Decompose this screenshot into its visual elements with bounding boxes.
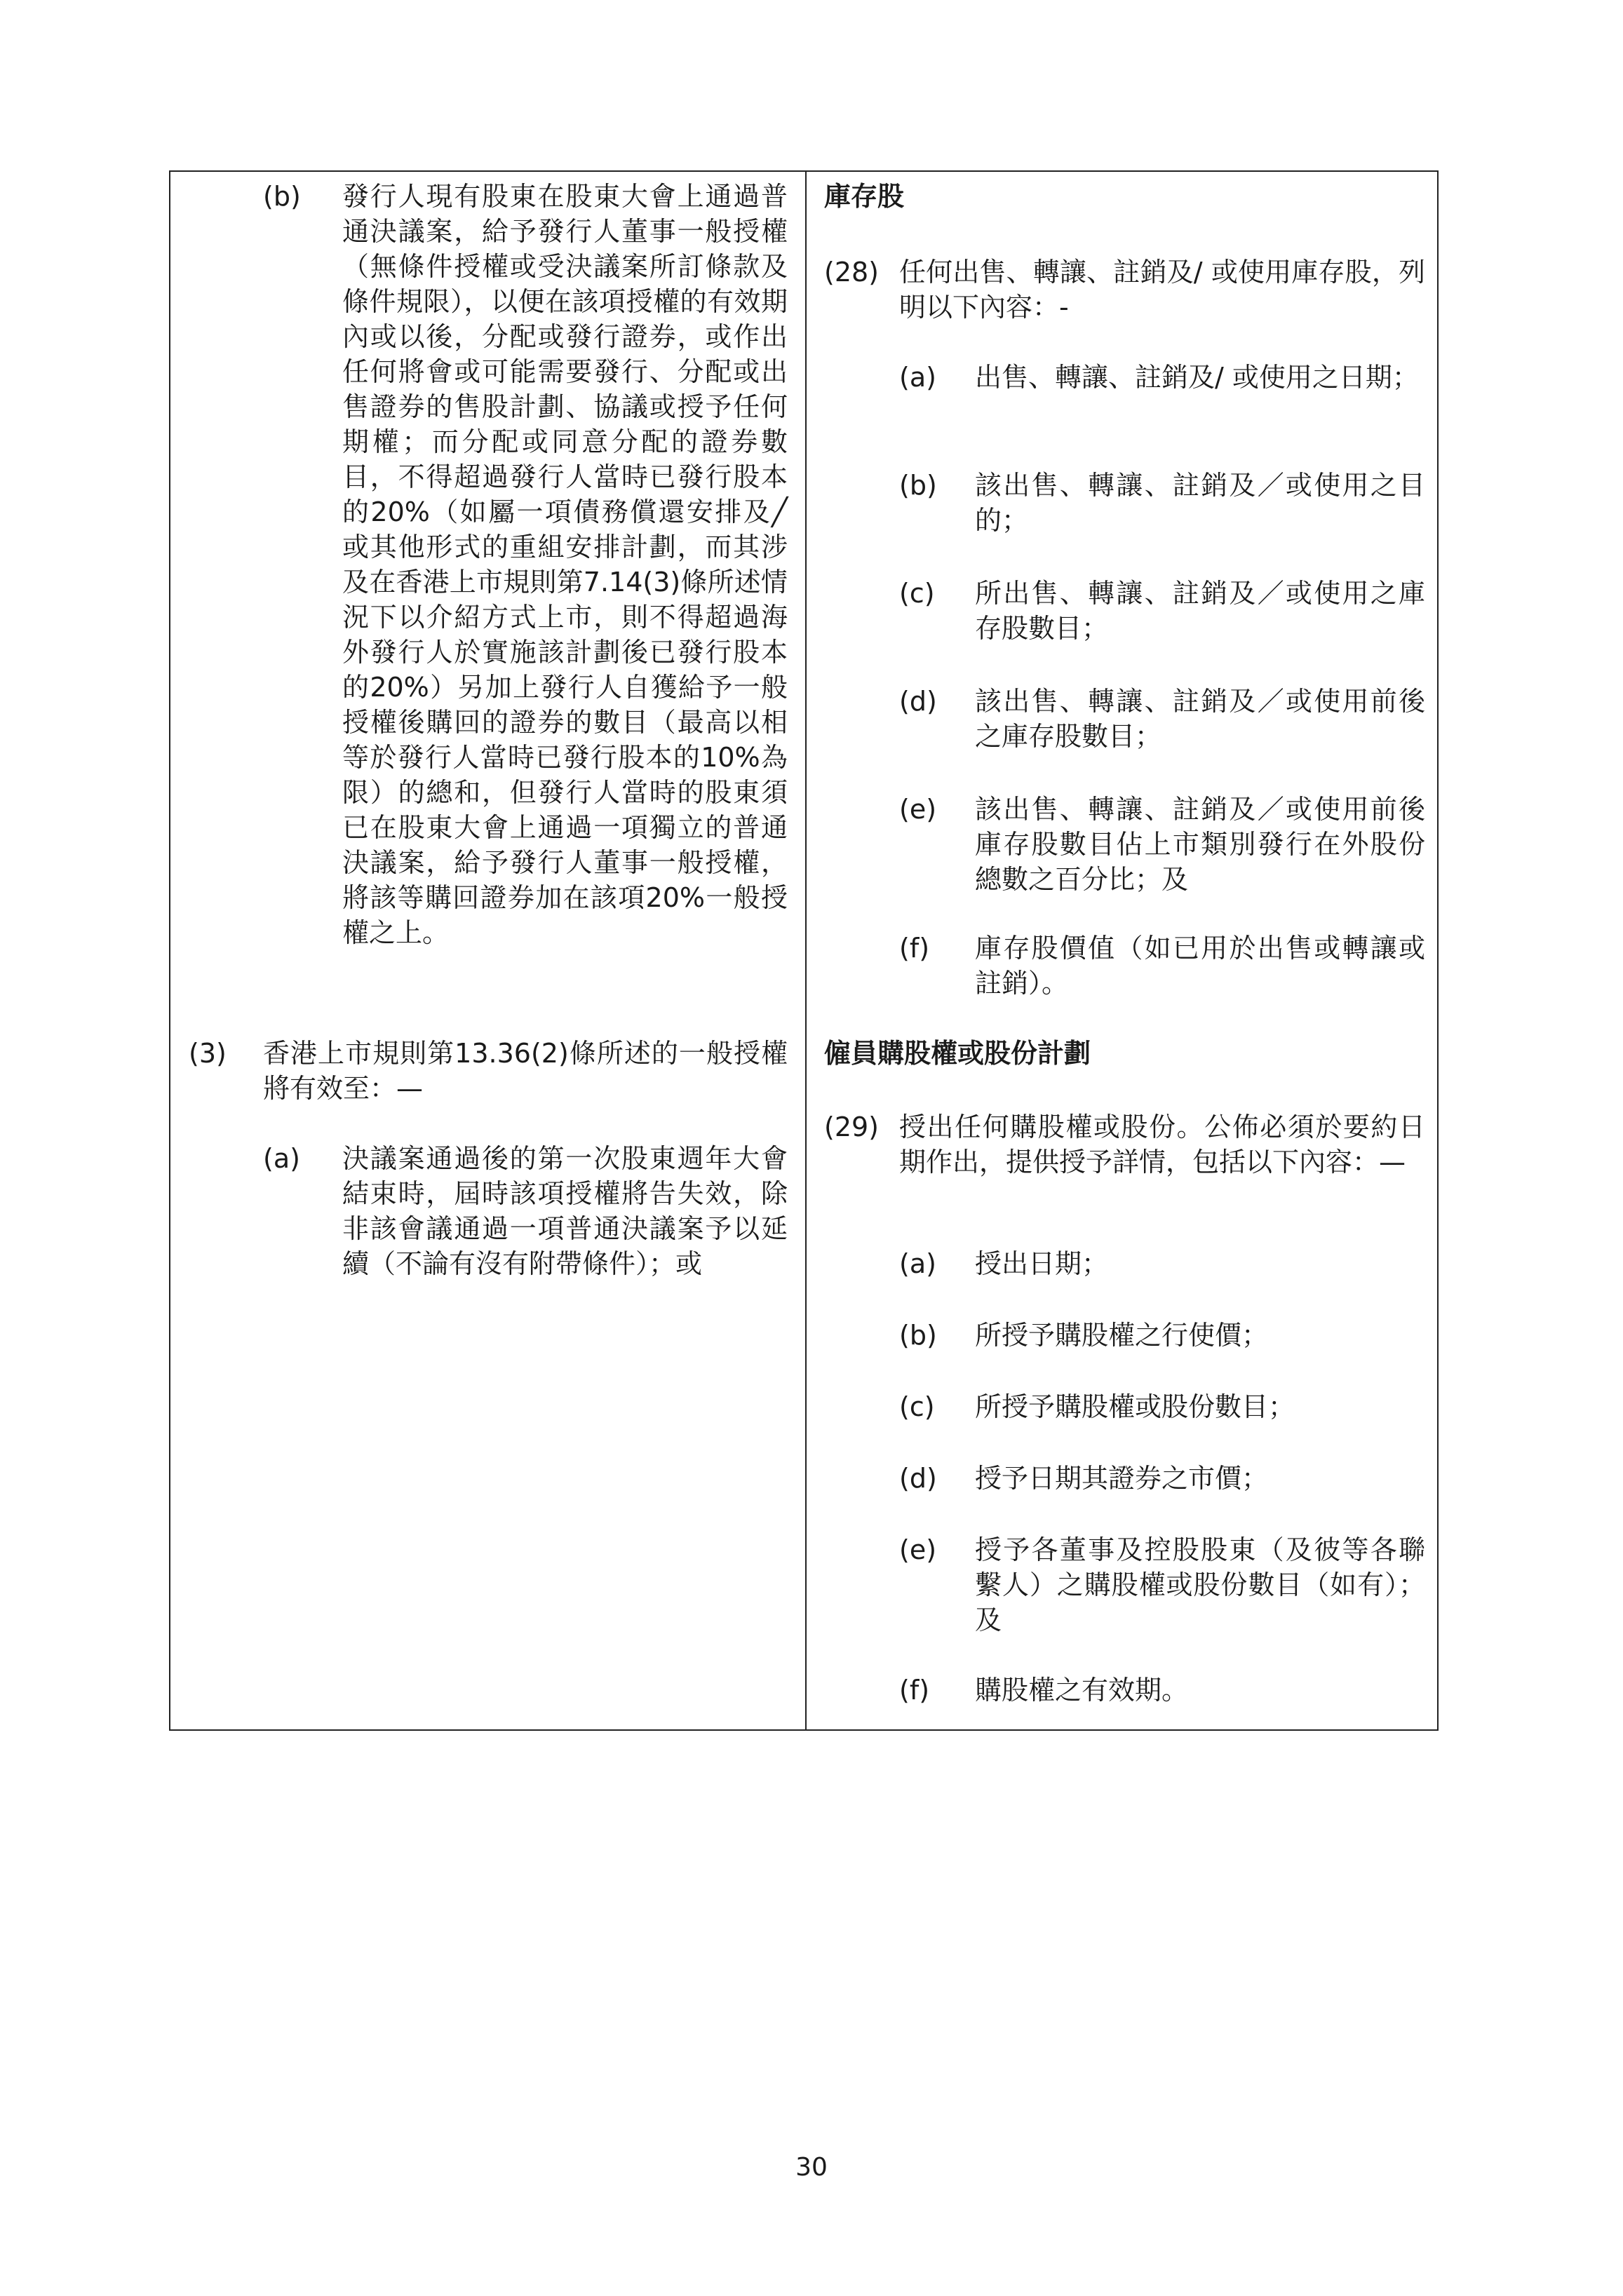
- sub-item-text: 所出售、轉讓、註銷及／或使用之庫存股數目；: [975, 578, 1425, 644]
- sub-item-label: (f): [899, 1675, 930, 1706]
- left-column: [170, 172, 807, 1729]
- sub-item-text: 授予日期其證券之市價；: [975, 1463, 1269, 1494]
- sub-item-text: 授予各董事及控股股東（及彼等各聯繫人）之購股權或股份數目（如有）；及: [975, 1534, 1425, 1635]
- sub-item-text: 該出售、轉讓、註銷及／或使用前後庫存股數目佔上市類別發行在外股份總數之百分比；及: [975, 794, 1425, 895]
- sub-item-text: 該出售、轉讓、註銷及／或使用之目的；: [975, 470, 1425, 536]
- sub-item-text: 所授予購股權之行使價；: [975, 1320, 1269, 1351]
- sub-item-text: 授出日期；: [975, 1248, 1109, 1279]
- item-label: (29): [824, 1112, 880, 1142]
- sub-item-label: (b): [899, 470, 937, 501]
- item-label: (a): [263, 1143, 300, 1174]
- sub-item-text: 所授予購股權或股份數目；: [975, 1391, 1295, 1422]
- item-text: 任何出售、轉讓、註銷及/ 或使用庫存股，列明以下內容：-: [899, 257, 1425, 323]
- sub-item-label: (c): [899, 578, 935, 609]
- sub-item-text: 庫存股價值（如已用於出售或轉讓或註銷）。: [975, 933, 1425, 999]
- item-text: 香港上市規則第13.36(2)條所述的一般授權將有效至：—: [263, 1038, 788, 1104]
- right-column: [807, 172, 1437, 1729]
- sub-item-label: (a): [899, 1248, 936, 1279]
- item-text: 發行人現有股東在股東大會上通過普通決議案，給予發行人董事一般授權（無條件授權或受決議案所訂條款及條件規限），以便在該項授權的有效期內或以後，分配或發行證券，或作出任何將會或可能需要發行、分配或出售證券的售股計劃、協議或授予任何期權；而分配或同意分配的證券數目，不得超過發行人當時已發行股本的20%（如屬一項債務償還安排及╱或其他形式的重組安排計劃，而其涉及在香港上市規則第7.14(3)條所述情況下以介紹方式上市，則不得超過海外發行人於實施該計劃後已發行股本的20%）另加上發行人自獲給予一般授權後購回的證券的數目（最高以相等於發行人當時已發行股本的10%為限）的總和，但發行人當時的股東須已在股東大會上通過一項獨立的普通決議案，給予發行人董事一般授權，將該等購回證券加在該項20%一般授權之上。: [342, 181, 788, 948]
- sub-item-label: (b): [899, 1320, 937, 1351]
- item-text: 授出任何購股權或股份。公佈必須於要約日期作出，提供授予詳情，包括以下內容：—: [899, 1112, 1425, 1177]
- item-text: 決議案通過後的第一次股東週年大會結束時，屆時該項授權將告失效，除非該會議通過一項普通決議案予以延續（不論有沒有附帶條件）；或: [342, 1143, 788, 1279]
- sub-item-label: (d): [899, 686, 937, 717]
- section-heading-treasury: 庫存股: [824, 181, 905, 212]
- sub-item-label: (d): [899, 1463, 937, 1494]
- sub-item-text: 該出售、轉讓、註銷及／或使用前後之庫存股數目；: [975, 686, 1425, 752]
- sub-item-label: (a): [899, 362, 936, 393]
- item-label: (28): [824, 257, 880, 288]
- sub-item-label: (e): [899, 1534, 937, 1565]
- sub-item-text: 購股權之有效期。: [975, 1675, 1189, 1706]
- item-label: (3): [189, 1038, 227, 1069]
- document-table: [169, 170, 1439, 1731]
- section-heading-share-options: 僱員購股權或股份計劃: [824, 1038, 1091, 1069]
- sub-item-label: (c): [899, 1391, 935, 1422]
- page-number: 30: [795, 2153, 828, 2182]
- sub-item-text: 出售、轉讓、註銷及/ 或使用之日期；: [975, 362, 1419, 393]
- item-label: (b): [263, 181, 301, 212]
- sub-item-label: (f): [899, 933, 930, 964]
- sub-item-label: (e): [899, 794, 937, 825]
